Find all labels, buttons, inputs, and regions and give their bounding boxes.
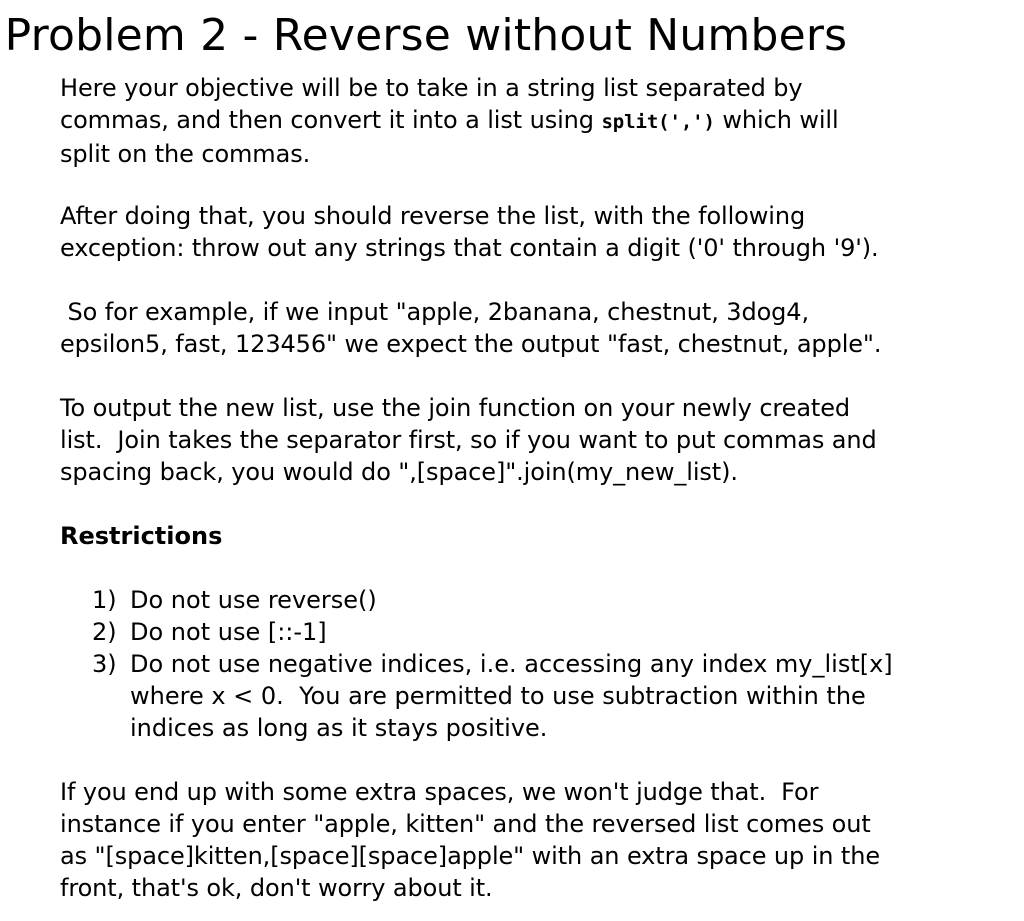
join-line-2: list. Join takes the separator first, so if you want to put commas and bbox=[60, 426, 877, 454]
intro-line-2-post: which will bbox=[714, 106, 839, 134]
spaces-line-4: front, that's ok, don't worry about it. bbox=[60, 874, 493, 902]
spaces-line-1: If you end up with some extra spaces, we won't judge that. For bbox=[60, 778, 819, 806]
join-paragraph bbox=[60, 392, 990, 488]
restriction-text: Do not use negative indices, i.e. accessing any index my_list[x] bbox=[130, 650, 893, 678]
reverse-line-1: After doing that, you should reverse the list, with the following bbox=[60, 202, 806, 230]
restriction-text: indices as long as it stays positive. bbox=[130, 714, 548, 742]
restrictions-heading: Restrictions bbox=[60, 522, 223, 550]
spaces-line-3: as "[space]kitten,[space][space]apple" with an extra space up in the bbox=[60, 842, 881, 870]
restriction-text: Do not use reverse() bbox=[130, 586, 377, 614]
intro-paragraph bbox=[60, 72, 990, 170]
restriction-number: 1) bbox=[92, 586, 117, 614]
restriction-item bbox=[92, 584, 972, 616]
restriction-number: 3) bbox=[92, 650, 117, 678]
restriction-text: Do not use [::-1] bbox=[130, 618, 327, 646]
example-line-2: epsilon5, fast, 123456" we expect the output "fast, chestnut, apple". bbox=[60, 330, 882, 358]
restriction-item bbox=[92, 648, 972, 744]
example-line-1: So for example, if we input "apple, 2banana, chestnut, 3dog4, bbox=[60, 298, 810, 326]
join-line-3: spacing back, you would do ",[space]".join(my_new_list). bbox=[60, 458, 738, 486]
intro-line-3: split on the commas. bbox=[60, 140, 311, 168]
join-line-1: To output the new list, use the join function on your newly created bbox=[60, 394, 851, 422]
restriction-number: 2) bbox=[92, 618, 117, 646]
reverse-paragraph bbox=[60, 200, 990, 264]
restriction-text: where x < 0. You are permitted to use subtraction within the bbox=[130, 682, 866, 710]
spaces-line-2: instance if you enter "apple, kitten" and the reversed list comes out bbox=[60, 810, 871, 838]
intro-line-2 bbox=[60, 104, 990, 138]
reverse-line-2: exception: throw out any strings that contain a digit ('0' through '9'). bbox=[60, 234, 879, 262]
example-paragraph bbox=[60, 296, 990, 360]
restriction-item bbox=[92, 616, 972, 648]
intro-line-1: Here your objective will be to take in a string list separated by bbox=[60, 74, 803, 102]
spaces-paragraph bbox=[60, 776, 990, 904]
restrictions-list bbox=[92, 584, 972, 744]
split-code: split(',') bbox=[601, 111, 715, 133]
intro-line-2-pre: commas, and then convert it into a list using bbox=[60, 106, 602, 134]
page-title: Problem 2 - Reverse without Numbers bbox=[4, 10, 848, 61]
